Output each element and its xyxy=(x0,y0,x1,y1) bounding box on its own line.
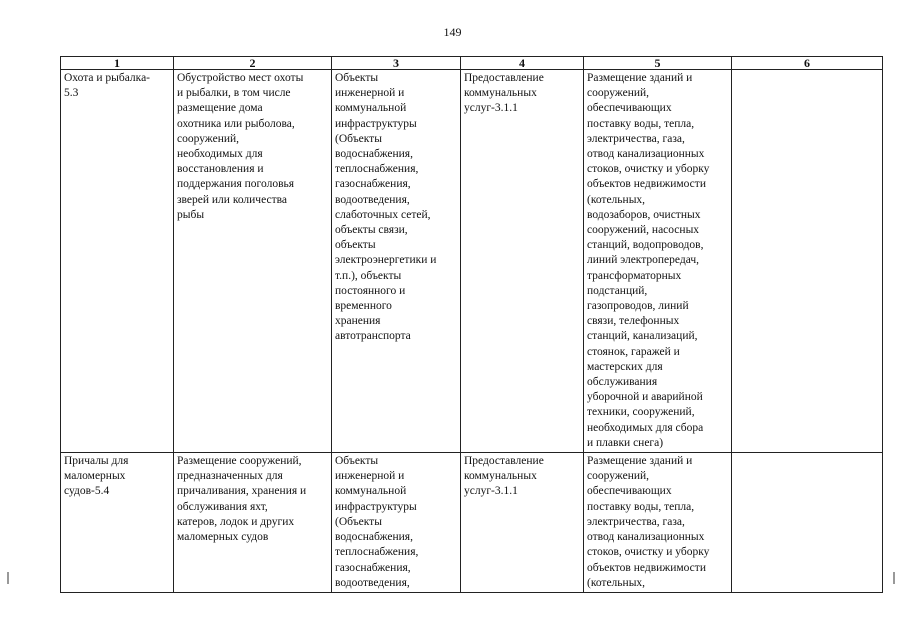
cell-description xyxy=(174,70,332,453)
column-header-3: 3 xyxy=(332,57,461,70)
cell-aux-description xyxy=(584,70,732,453)
cell-description xyxy=(174,453,332,593)
cell-objects xyxy=(332,70,461,453)
cell-text: Причалы для маломерных судов-5.4 xyxy=(64,455,129,498)
column-header-4: 4 xyxy=(461,57,584,70)
cell-objects xyxy=(332,453,461,593)
cell-use-type xyxy=(61,453,174,593)
column-header-6: 6 xyxy=(732,57,883,70)
cell-text: Предоставление коммунальных услуг-3.1.1 xyxy=(464,72,544,115)
column-header-1: 1 xyxy=(61,57,174,70)
cell-text: Охота и рыбалка- 5.3 xyxy=(64,72,151,100)
cell-use-type xyxy=(61,70,174,453)
cell-empty xyxy=(732,70,883,453)
column-header-2: 2 xyxy=(174,57,332,70)
cell-aux-description xyxy=(584,453,732,593)
table-header-row xyxy=(61,57,883,70)
cell-text: Объекты инженерной и коммунальной инфраструктуры (Объекты водоснабжения, теплоснабжения, газоснабжения, водоотведения, слаботочных сетей, объекты связи, объекты электроэнергетики и т.п.), объекты постоянного и временного хранения автотранспорта xyxy=(335,72,437,343)
table-row xyxy=(61,453,883,593)
cell-text: Объекты инженерной и коммунальной инфраструктуры (Объекты водоснабжения, теплоснабжения, газоснабжения, водоотведения, xyxy=(335,455,419,589)
scan-margin-mark xyxy=(893,572,895,584)
cell-text: Предоставление коммунальных услуг-3.1.1 xyxy=(464,455,544,498)
page-number: 149 xyxy=(443,25,462,39)
scan-margin-mark xyxy=(7,572,9,584)
cell-aux-use xyxy=(461,70,584,453)
column-header-5: 5 xyxy=(584,57,732,70)
cell-text: Размещение сооружений, предназначенных для причаливания, хранения и обслуживания яхт, катеров, лодок и других маломерных судов xyxy=(177,455,307,544)
cell-empty xyxy=(732,453,883,593)
table-row xyxy=(61,70,883,453)
cell-text: Размещение зданий и сооружений, обеспечивающих поставку воды, тепла, электричества, газа, отвод канализационных стоков, очистку и уборку объектов недвижимости (котельных, xyxy=(587,455,710,589)
cell-text: Размещение зданий и сооружений, обеспечивающих поставку воды, тепла, электричества, газа, отвод канализационных стоков, очистку и уборку объектов недвижимости (котельных, водозаборов, очистных сооружений, насосных станций, водопроводов, линий электропередач, трансформаторных подстанций, газопроводов, линий связи, телефонных станций, канализаций, стоянок, гаражей и мастерских для обслуживания уборочной и аварийной техники, сооружений, необходимых для сбора и плавки снега) xyxy=(587,72,710,449)
cell-text: Обустройство мест охоты и рыбалки, в том числе размещение дома охотника или рыболова, сооружений, необходимых для восстановления и поддержания поголовья зверей или количества рыбы xyxy=(177,72,304,221)
land-use-table xyxy=(60,56,883,593)
cell-aux-use xyxy=(461,453,584,593)
